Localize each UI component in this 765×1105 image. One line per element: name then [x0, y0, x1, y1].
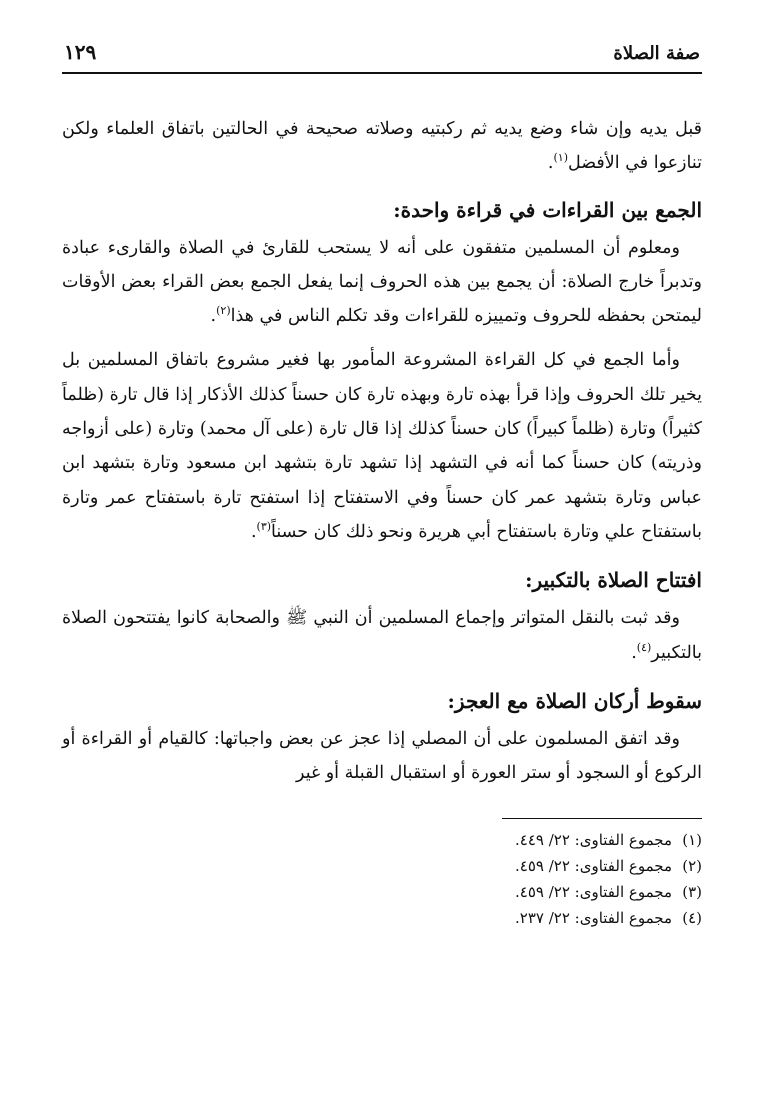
footnote-number: (٣)	[682, 883, 702, 902]
running-header	[62, 40, 702, 74]
footnote-text: مجموع الفتاوى: ٢٢/ ٤٥٩.	[515, 883, 672, 902]
footnote-item	[62, 853, 702, 879]
paragraph-2: ومعلوم أن المسلمين متفقون على أنه لا يستحب للقارئ في الصلاة والقارىء عبادة وتدبراً خارج الصلاة: أن يجمع بين هذه الحروف إنما يفعل الجمع بعض القراء بعض الأوقات ليمتحن بحفظه للحروف وتمييزه للقراءات وقد تكلم الناس في هذا$^{(٢)}$.	[62, 237, 702, 327]
footnote-ref-1: (١)	[553, 151, 568, 165]
paragraph-2-text: ومعلوم أن المسلمين متفقون على أنه لا يستحب للقارئ في الصلاة والقارىء عبادة وتدبراً خارج الصلاة: أن يجمع بين هذه الحروف إنما يفعل الجمع بعض القراء بعض الأوقات ليمتحن بحفظه للحروف وتمييزه للقراءات وقد تكلم الناس في هذا	[62, 237, 702, 327]
section-heading-2: افتتاح الصلاة بالتكبير:	[525, 568, 702, 593]
paragraph-4: وقد ثبت بالنقل المتواتر وإجماع المسلمين أن النبي ﷺ والصحابة كانوا يفتتحون الصلاة بالتكبير$^{(٤)}$.	[62, 608, 702, 663]
footnote-ref-4: (٤)	[636, 640, 652, 654]
footnote-ref-2: (٢)	[216, 304, 231, 318]
section-heading-1: الجمع بين القراءات في قراءة واحدة:	[393, 197, 702, 222]
footnote-number: (١)	[682, 831, 702, 850]
paragraph-5-text: وقد اتفق المسلمون على أن المصلي إذا عجز عن بعض واجباتها: كالقيام أو القراءة أو الركوع أو السجود أو ستر العورة أو استقبال القبلة أو غير	[62, 728, 702, 784]
paragraph-4-text: وقد ثبت بالنقل المتواتر وإجماع المسلمين أن النبي ﷺ والصحابة كانوا يفتتحون الصلاة بالتكبير	[62, 608, 702, 663]
paragraph-3: وأما الجمع في كل القراءة المشروعة المأمور بها فغير مشروع باتفاق المسلمين بل يخير تلك الحروف وإذا قرأ بهذه تارة وبهذه تارة كان حسناً كذلك الأذكار إذا قال تارة (ظلماً كثيراً) وتارة (ظلماً كبيراً) كان حسناً كذلك إذا قال تارة (على آل محمد) وتارة (على أزواجه وذريته) كان حسناً كما أنه في التشهد إذا تشهد تارة بتشهد ابن مسعود وتارة بتشهد ابن عباس وتارة بتشهد عمر كان حسناً وفي الاستفتاح إذا استفتح تارة باستفتاح عمر وتارة باستفتاح علي وتارة باستفتاح أبي هريرة ونحو ذلك كان حسناً$^{(٣)}$.	[62, 350, 702, 542]
footnote-text: مجموع الفتاوى: ٢٢/ ٢٣٧.	[515, 909, 672, 928]
book-page	[62, 40, 702, 931]
footnote-item	[62, 827, 702, 853]
footnote-number: (٤)	[682, 909, 702, 928]
running-title: صفة الصلاة	[613, 43, 700, 64]
footnote-item	[62, 879, 702, 905]
paragraph-1: قبل يديه وإن شاء وضع يديه ثم ركبتيه وصلاته صحيحة في الحالتين باتفاق العلماء ولكن تنازعوا في الأفضل$^{(١)}$.	[62, 119, 702, 174]
footnote-text: مجموع الفتاوى: ٢٢/ ٤٥٩.	[515, 857, 672, 876]
paragraph-1-text: قبل يديه وإن شاء وضع يديه ثم ركبتيه وصلاته صحيحة في الحالتين باتفاق العلماء ولكن تنازعوا في الأفضل	[62, 119, 702, 174]
paragraph-5	[62, 722, 702, 791]
footnote-ref-3: (٣)	[256, 519, 272, 533]
footnotes	[62, 818, 702, 931]
footnote-number: (٢)	[682, 857, 702, 876]
section-heading-3: سقوط أركان الصلاة مع العجز:	[447, 688, 702, 713]
paragraph-3-text: وأما الجمع في كل القراءة المشروعة المأمور بها فغير مشروع باتفاق المسلمين بل يخير تلك الحروف وإذا قرأ بهذه تارة وبهذه تارة كان حسناً كذلك الأذكار إذا قال تارة (ظلماً كثيراً) وتارة (ظلماً كبيراً) كان حسناً كذلك إذا قال تارة (على آل محمد) وتارة (على أزواجه وذريته) كان حسناً كما أنه في التشهد إذا تشهد تارة بتشهد ابن مسعود وتارة بتشهد ابن عباس وتارة بتشهد عمر كان حسناً وفي الاستفتاح إذا استفتح تارة باستفتاح عمر وتارة باستفتاح علي وتارة باستفتاح أبي هريرة ونحو ذلك كان حسناً	[62, 350, 702, 542]
page-number: ١٢٩	[64, 40, 97, 64]
footnote-text: مجموع الفتاوى: ٢٢/ ٤٤٩.	[515, 831, 672, 850]
footnote-separator	[502, 818, 702, 819]
footnote-item	[62, 905, 702, 931]
